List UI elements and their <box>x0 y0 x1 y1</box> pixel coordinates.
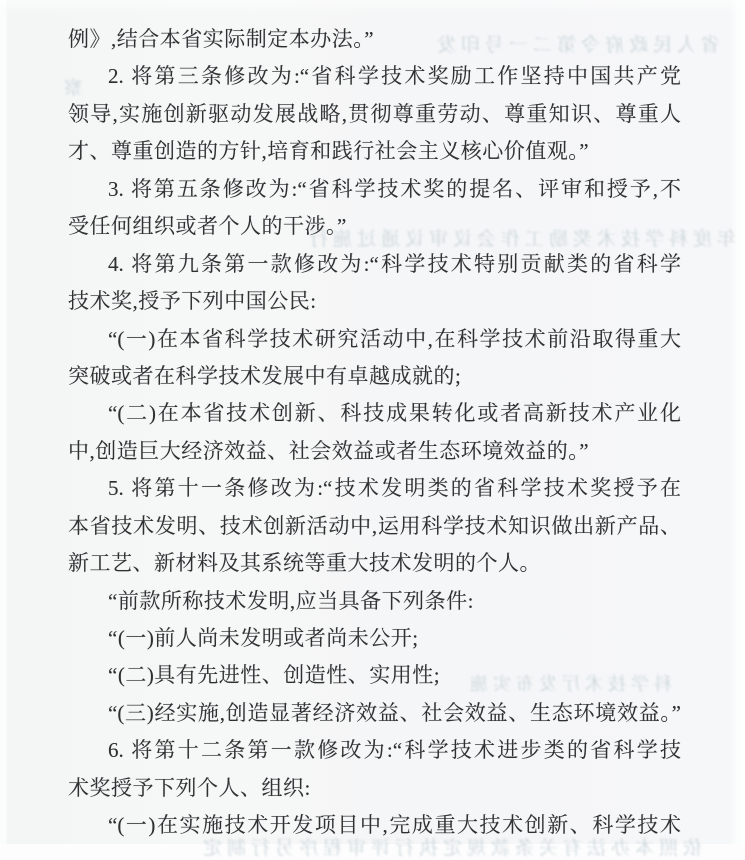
text-line-11: “(二)在本省技术创新、科技成果转化或者高新技术产业化 <box>108 401 681 426</box>
bleedthrough-mark-bottom-edge: 依照本办法有关条款规定执行评审程序另行制定 <box>197 838 702 859</box>
bleedthrough-mark-lower-middle: 科学技术厅发布实施 <box>465 674 672 694</box>
text-line-19: “(三)经实施,创造显著经济效益、社会效益、生态环境效益。” <box>108 700 681 725</box>
text-line-6: 受任何组织或者个人的干涉。” <box>68 214 347 239</box>
bleedthrough-mark-left-margin: 察 <box>64 78 82 98</box>
text-line-17: “(一)前人尚未发明或者尚未公开; <box>108 626 419 650</box>
text-line-8: 技术奖,授予下列中国公民: <box>68 289 317 314</box>
text-line-16: “前款所称技术发明,应当具备下列条件: <box>108 588 474 613</box>
text-line-4: 才、尊重创造的方针,培育和践行社会主义核心价值观。” <box>68 139 590 164</box>
text-line-13: 5. 将第十一条修改为:“技术发明类的省科学技术奖授予在 <box>108 476 681 501</box>
text-line-7: 4. 将第九条第一款修改为:“科学技术特别贡献类的省科学 <box>108 251 681 276</box>
text-line-20: 6. 将第十二条第一款修改为:“科学技术进步类的省科学技 <box>108 738 681 763</box>
text-line-3: 领导,实施创新驱动发展战略,贯彻尊重劳动、尊重知识、尊重人 <box>68 101 681 126</box>
text-line-18: “(二)具有先进性、创造性、实用性; <box>108 663 441 688</box>
bleedthrough-mark-top-right: 省人民政府令第二一号印发 <box>431 35 720 56</box>
text-line-5: 3. 将第五条修改为:“省科学技术奖的提名、评审和授予,不 <box>108 176 681 201</box>
text-line-14: 本省技术发明、技术创新活动中,运用科学技术知识做出新产品、 <box>68 513 681 538</box>
text-line-22: “(一)在实施技术开发项目中,完成重大技术创新、科学技术 <box>108 813 681 838</box>
text-line-21: 术奖授予下列个人、组织: <box>68 775 311 800</box>
text-line-1: 例》,结合本省实际制定本办法。” <box>68 27 375 51</box>
bleedthrough-mark-upper-middle: 年度科学技术奖励工作会议审议通过施行 <box>303 229 736 250</box>
text-line-15: 新工艺、新材料及其系统等重大技术发明的个人。 <box>68 551 541 576</box>
text-line-9: “(一)在本省科学技术研究活动中,在科学技术前沿取得重大 <box>108 326 681 351</box>
text-line-2: 2. 将第三条修改为:“省科学技术奖励工作坚持中国共产党 <box>108 64 681 89</box>
document-text-block <box>68 21 681 845</box>
text-line-12: 中,创造巨大经济效益、社会效益或者生态环境效益的。” <box>68 438 590 463</box>
text-line-10: 突破或者在科学技术发展中有卓越成就的; <box>68 363 462 388</box>
